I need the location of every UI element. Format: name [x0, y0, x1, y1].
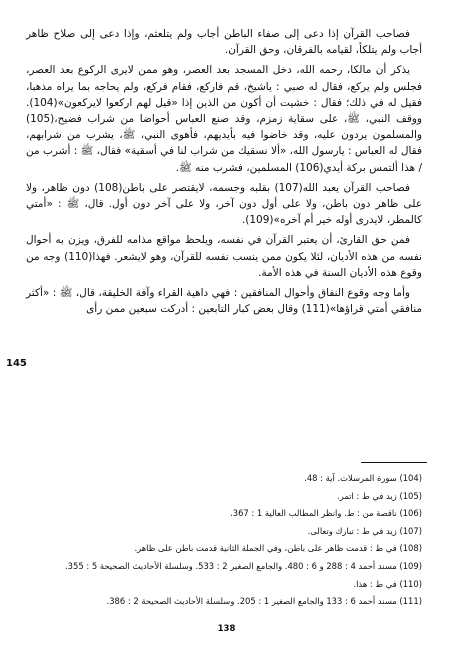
- footnote: (105) زيد في ط : اتمر.: [337, 490, 422, 501]
- margin-page-marker: 145: [6, 358, 27, 369]
- paragraph-3: فصاحب القرآن يعبد الله(107) بقلبه وجسمه، لايقتصر على باطن(108) دون ظاهر، ولا على ظاهر دون باطن، ولا على أول دون آخر، ولا على آخر دون أول. قال، ﷺ : «أمتي كالمطر، لايدرى أوله خير أم آخره»(109).: [26, 181, 422, 227]
- paragraph-2: يذكر أن مالكا، رحمه الله، دخل المسجد بعد العصر، وهو ممن لايرى الركوع بعد العصر، فجلس ولم يركع، فقال له صبي : ياشيخ، قم فاركع، فقام فركع، ولم يحاجه بما يراه مذهبا، فقيل له في ذلك؛ فقال : خشيت أن أكون من الذين إذا «قيل لهم اركعوا لايركعون»(104). ووقف النبي، ﷺ، على سقاية زمزم، وقد صنع العباس أحواضا من شراب فضيح،(105) والمسلمون يردون عليه، وقد خاضوا فيه بأيديهم، فأهوى النبي، ﷺ، يشرب من شرابهم، فقال له العباس : يارسول الله، «ألا نسقيك من شراب لنا في أسقية» فقال، ﷺ : أشرب من / هذا ألتمس بركة أيدي(106) المسلمين، فشرب منه ﷺ.: [26, 64, 422, 174]
- footnote: (108) في ط : قدمت ظاهر على باطن، وفي الجملة الثانية قدمت باطن على ظاهر.: [134, 543, 422, 554]
- footnote: (111) مسند أحمد 6 : 133 والجامع الصغير 1 : 205. وسلسلة الأحاديث الصحيحة 2 : 386.: [106, 596, 422, 607]
- footnote: (109) مسند أحمد 4 : 288 و 6 : 480. والجامع الصغير 2 : 533. وسلسلة الأحاديث الصحيحة 5 : 355.: [65, 560, 422, 571]
- footnote: (104) سورة المرسلات. آية : 48.: [304, 473, 422, 483]
- footnotes-list: [26, 470, 422, 611]
- paragraph-1: فصاحب القرآن إذا دعى إلى صفاء الباطن أجاب ولم يتلعثم، وإذا دعى إلى صلاح ظاهر أجاب ولم يتلكأ، لقيامه بالفرقان، وحق القرآن.: [26, 28, 422, 57]
- page-number: 138: [217, 624, 236, 634]
- paragraph-5: وأما وجه وقوع النفاق وأحوال المنافقين : فهي داهية القراء وآفة الخليقة، قال، ﷺ : «أكثر منافقي أمتي قراؤها»(111) وقال بعض كبار التابعين : أدركت سبعين ممن رأى: [26, 287, 422, 316]
- footnote: (107) زيد في ط : تبارك وتعالى.: [307, 525, 422, 536]
- footnote-separator: [361, 462, 427, 463]
- main-text: [26, 26, 422, 321]
- footnote: (110) في ط : هذا.: [353, 578, 422, 589]
- footnote: (106) ناقصة من : ط. وانظر المطالب العالية 1 : 367.: [230, 508, 422, 519]
- paragraph-4: فمن حق القارئ، أن يعتبر القرآن في نفسه، ويلحظ مواقع مذامه للفرق، ويزن به أحوال نفسه من هذه الأديان، لئلا يكون ممن ينسب نفسه للقرآن، وهو لايشعر. فهذا(110) وجه من وقوع هذه الأديان السنة في هذه الأمة.: [26, 234, 422, 279]
